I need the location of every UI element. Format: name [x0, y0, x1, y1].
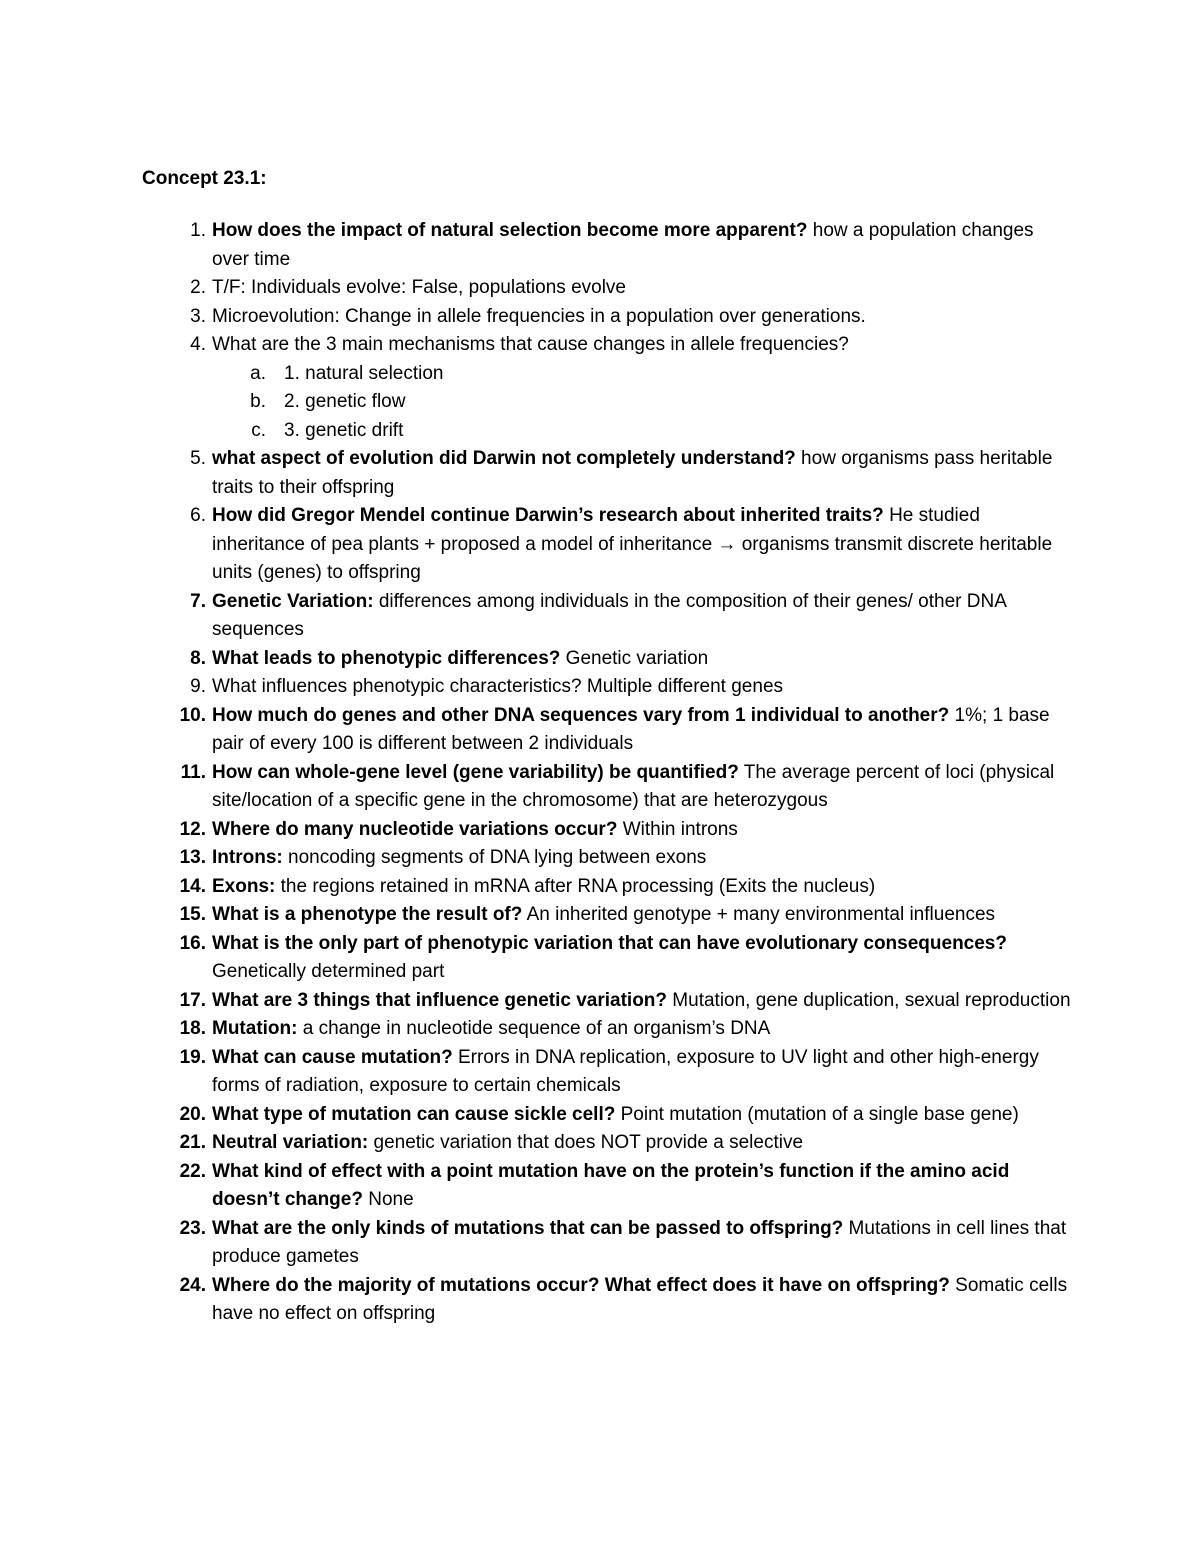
list-item	[0, 702, 1072, 759]
item-question: What type of mutation can cause sickle cell?	[212, 1103, 616, 1125]
item-answer: The average percent of loci (physical site/location of a specific gene in the chromosome) that are heterozygous	[212, 761, 1055, 811]
list-item	[0, 844, 1072, 873]
sub-item-letter: b.	[250, 391, 266, 412]
item-answer: Within introns	[617, 818, 738, 840]
item-number: 24.	[179, 1274, 206, 1296]
sub-item-letter: c.	[251, 419, 266, 441]
item-answer: He studied inheritance of pea plants + proposed a model of inheritance → organisms transmit discrete heritable units (genes) to offspring	[212, 505, 1053, 583]
item-answer: An inherited genotype + many environmental influences	[522, 904, 996, 925]
item-answer: T/F: Individuals evolve: False, populations evolve	[212, 277, 626, 298]
item-question: Where do the majority of mutations occur? What effect does it have on offspring?	[212, 1274, 950, 1296]
item-question: What can cause mutation?	[212, 1046, 453, 1068]
item-question: What kind of effect with a point mutation have on the protein’s function if the amino acid doesn’t change?	[212, 1160, 1010, 1210]
list-item	[0, 930, 1072, 987]
list-item	[0, 1215, 1072, 1272]
list-item	[0, 1101, 1072, 1130]
item-number: 8.	[190, 647, 206, 669]
list-item	[0, 759, 1072, 816]
item-question: How does the impact of natural selection become more apparent?	[212, 220, 808, 241]
item-number: 6.	[190, 505, 206, 526]
list-item	[0, 645, 1072, 674]
concept-heading: Concept 23.1:	[142, 168, 267, 189]
item-number: 5.	[190, 448, 206, 469]
item-question: Introns:	[212, 847, 283, 868]
item-question: Mutation:	[212, 1018, 298, 1039]
item-number: 15.	[179, 904, 206, 925]
list-item	[0, 217, 1072, 274]
item-answer: Errors in DNA replication, exposure to UV light and other high-energy forms of radiation, exposure to certain chemicals	[212, 1046, 1039, 1096]
item-number: 20.	[179, 1103, 206, 1125]
sub-item-text: 1. natural selection	[284, 362, 444, 384]
list-item	[0, 502, 1072, 588]
item-number: 11.	[180, 761, 206, 783]
item-answer: a change in nucleotide sequence of an organism’s DNA	[297, 1018, 771, 1039]
item-answer: What influences phenotypic characteristics? Multiple different genes	[212, 676, 784, 697]
list-item	[0, 987, 1072, 1016]
item-number: 14.	[179, 875, 206, 897]
item-answer: Genetically determined part	[212, 961, 445, 982]
list-item	[0, 331, 1072, 360]
list-item	[0, 1044, 1072, 1101]
item-answer: Microevolution: Change in allele frequencies in a population over generations.	[212, 305, 866, 327]
item-number: 21.	[179, 1132, 206, 1153]
list-item	[0, 1015, 1072, 1044]
item-question: What are 3 things that influence genetic variation?	[212, 989, 668, 1011]
item-number: 12.	[179, 818, 206, 840]
item-question: How much do genes and other DNA sequences vary from 1 individual to another?	[212, 704, 950, 726]
item-number: 23.	[179, 1217, 206, 1239]
sub-list-item	[0, 360, 1200, 389]
item-answer: None	[362, 1189, 414, 1210]
item-number: 9.	[190, 676, 206, 697]
item-answer: Genetic variation	[560, 647, 709, 669]
list-item	[0, 1158, 1072, 1215]
item-number: 13.	[179, 847, 206, 868]
item-question: What is a phenotype the result of?	[212, 904, 523, 925]
item-number: 18.	[179, 1018, 206, 1039]
item-number: 16.	[179, 932, 206, 954]
item-answer: Point mutation (mutation of a single base gene)	[615, 1103, 1019, 1125]
list-item	[0, 673, 1072, 702]
sub-item-text: 2. genetic flow	[284, 391, 406, 412]
item-number: 10.	[179, 704, 206, 726]
item-number: 7.	[190, 590, 206, 612]
list-item	[0, 1129, 1072, 1158]
list-item	[0, 445, 1072, 502]
sub-item-letter: a.	[250, 362, 266, 384]
list-item	[0, 274, 1072, 303]
item-question: What is the only part of phenotypic variation that can have evolutionary consequences?	[212, 932, 1007, 954]
sub-item-text: 3. genetic drift	[284, 419, 404, 441]
item-question: Neutral variation:	[212, 1132, 369, 1153]
item-number: 17.	[179, 989, 206, 1011]
list-item	[0, 303, 1072, 332]
item-answer: Mutations in cell lines that produce gametes	[212, 1217, 1067, 1267]
item-answer: genetic variation that does NOT provide a selective	[368, 1132, 804, 1153]
item-number: 19.	[179, 1046, 206, 1068]
list-item	[0, 873, 1072, 902]
item-question: Genetic Variation:	[212, 590, 374, 612]
question-list	[0, 217, 1200, 1329]
item-answer: how organisms pass heritable traits to their offspring	[212, 448, 1053, 498]
item-question: what aspect of evolution did Darwin not completely understand?	[212, 448, 796, 469]
item-answer: What are the 3 main mechanisms that cause changes in allele frequencies?	[212, 334, 849, 355]
item-number: 4.	[190, 334, 206, 355]
sub-list-item	[0, 417, 1200, 446]
item-question: Exons:	[212, 875, 276, 897]
list-item	[0, 1272, 1072, 1329]
item-number: 2.	[190, 277, 206, 298]
item-answer: noncoding segments of DNA lying between exons	[282, 847, 707, 868]
list-item	[0, 588, 1072, 645]
item-answer: 1%; 1 base pair of every 100 is different between 2 individuals	[212, 704, 1050, 754]
item-question: How did Gregor Mendel continue Darwin’s research about inherited traits?	[212, 505, 884, 526]
list-item	[0, 816, 1072, 845]
item-number: 1.	[190, 220, 206, 241]
item-question: How can whole-gene level (gene variability) be quantified?	[212, 761, 739, 783]
item-question: What leads to phenotypic differences?	[212, 647, 561, 669]
list-item	[0, 901, 1072, 930]
item-question: Where do many nucleotide variations occur?	[212, 818, 618, 840]
item-number: 3.	[190, 305, 206, 327]
item-number: 22.	[179, 1160, 206, 1182]
sub-list-item	[0, 388, 1200, 417]
item-question: What are the only kinds of mutations that can be passed to offspring?	[212, 1217, 844, 1239]
item-answer: the regions retained in mRNA after RNA processing (Exits the nucleus)	[275, 875, 876, 897]
item-answer: Mutation, gene duplication, sexual reproduction	[667, 989, 1071, 1011]
item-answer: differences among individuals in the composition of their genes/ other DNA sequences	[212, 590, 1006, 640]
item-answer: Somatic cells have no effect on offspring	[212, 1274, 1068, 1324]
item-answer: how a population changes over time	[212, 220, 1034, 270]
